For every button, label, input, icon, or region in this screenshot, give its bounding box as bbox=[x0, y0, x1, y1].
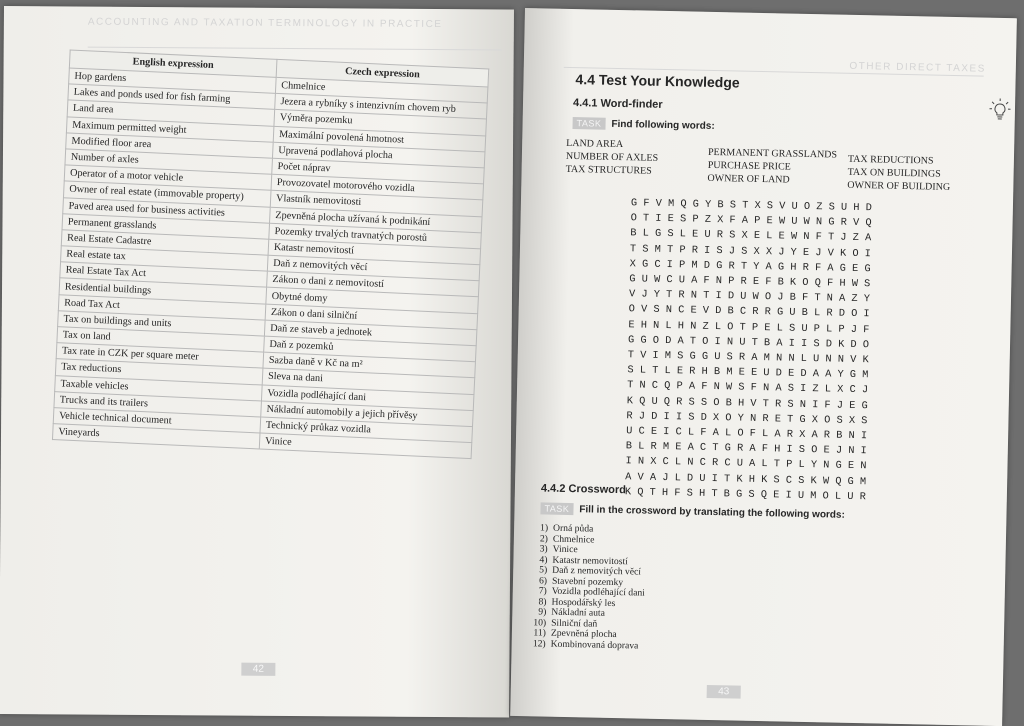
czech-term: Nákladní automobily a jejich přívěsy bbox=[261, 401, 474, 427]
column-header-english: English expression bbox=[69, 50, 277, 77]
grid-row: R J D I I S D X O Y N R E T G X O S X S bbox=[626, 409, 867, 429]
czech-term: Daň z nemovitých věcí bbox=[267, 255, 480, 281]
grid-row: S L T L E R H B M E E U D E D A A Y G M bbox=[627, 363, 868, 383]
grid-row: T N C Q P A F N W S F N A S I Z L X C J bbox=[627, 379, 868, 399]
search-word: OWNER OF LAND bbox=[707, 172, 836, 188]
czech-term: Upravená podlahová plocha bbox=[272, 142, 485, 168]
item-number: 9) bbox=[530, 607, 546, 618]
english-term: Modified floor area bbox=[66, 133, 274, 159]
grid-row: T V I M S G G U S R A M N N L U N N V K bbox=[628, 348, 869, 368]
english-term: Trucks and its trailers bbox=[54, 391, 262, 417]
right-page bbox=[510, 8, 1017, 726]
grid-row: G U W C U A F N P R E F B K O Q F H W S bbox=[629, 272, 870, 292]
page-number-left: 42 bbox=[241, 663, 275, 676]
item-number: 3) bbox=[532, 544, 548, 555]
english-term: Tax on land bbox=[57, 327, 265, 353]
search-word: NUMBER OF AXLES bbox=[566, 150, 659, 165]
english-term: Real Estate Tax Act bbox=[60, 262, 268, 288]
czech-term: Chmelnice bbox=[275, 77, 488, 103]
item-number: 1) bbox=[532, 523, 548, 534]
search-word: PURCHASE PRICE bbox=[708, 159, 837, 175]
czech-term: Daň ze staveb a jednotek bbox=[264, 320, 477, 346]
grid-row: G F V M Q G Y B S T X S V U O Z S U H D bbox=[631, 196, 872, 216]
item-number: 6) bbox=[531, 576, 547, 587]
czech-term: Vlastník nemovitosti bbox=[270, 191, 483, 217]
item-text: Kombinovaná doprava bbox=[551, 639, 639, 651]
section-title: 4.4 Test Your Knowledge bbox=[575, 71, 739, 90]
right-running-head: OTHER DIRECT TAXES bbox=[849, 61, 986, 75]
item-text: Chmelnice bbox=[553, 534, 595, 545]
item-text: Vozidla podléhající dani bbox=[552, 587, 645, 599]
item-text: Katastr nemovitostí bbox=[552, 555, 628, 567]
grid-row: X G C I P M D G R T Y A G H R F A G E G bbox=[629, 257, 870, 277]
english-term: Road Tax Act bbox=[58, 294, 266, 320]
item-number: 10) bbox=[530, 618, 546, 629]
czech-term: Daň z pozemků bbox=[264, 336, 477, 362]
task-badge: TASK bbox=[572, 117, 605, 130]
word-list-col2 bbox=[707, 146, 837, 188]
english-term: Tax on buildings and units bbox=[58, 311, 266, 337]
grid-row: K Q U Q R S S O B H V T R S N I F J E G bbox=[627, 394, 868, 414]
english-term: Operator of a motor vehicle bbox=[64, 165, 272, 191]
english-term: Hop gardens bbox=[69, 68, 277, 94]
czech-term: Pozemky trvalých travnatých porostů bbox=[269, 223, 482, 249]
search-word: TAX STRUCTURES bbox=[565, 163, 658, 178]
czech-term: Jezera a rybníky s intenzivním chovem ryb bbox=[275, 94, 488, 120]
word-list-col1 bbox=[565, 137, 658, 178]
english-term: Taxable vehicles bbox=[55, 375, 263, 401]
czech-term: Katastr nemovitostí bbox=[268, 239, 481, 265]
english-term: Number of axles bbox=[65, 149, 273, 175]
czech-term: Zpevněná plocha užívaná k podnikání bbox=[270, 207, 483, 233]
item-number: 4) bbox=[531, 555, 547, 566]
wordfinder-title: 4.4.1 Word-finder bbox=[573, 97, 663, 111]
search-word: TAX REDUCTIONS bbox=[848, 153, 951, 168]
crossword-title: 4.4.2 Crossword bbox=[541, 482, 626, 496]
czech-term: Technický průkaz vozidla bbox=[260, 417, 473, 443]
header-rule bbox=[88, 47, 502, 51]
czech-term: Provozovatel motorového vozidla bbox=[271, 174, 484, 200]
left-page bbox=[0, 6, 514, 718]
item-number: 5) bbox=[531, 565, 547, 576]
item-text: Orná půda bbox=[553, 524, 593, 535]
word-search-grid bbox=[625, 196, 872, 505]
english-term: Land area bbox=[67, 100, 275, 126]
search-word: PERMANENT GRASSLANDS bbox=[708, 146, 837, 162]
czech-term: Sazba daně v Kč na m² bbox=[263, 352, 476, 378]
czech-term: Počet náprav bbox=[272, 158, 485, 184]
item-text: Zpevněná plocha bbox=[551, 629, 617, 641]
grid-row: U C E I C L F A L O F L A R X A R B N I bbox=[626, 424, 867, 444]
item-number: 12) bbox=[530, 639, 546, 650]
grid-row: G G O D A T O I N U T B A I I S D K D O bbox=[628, 333, 869, 353]
english-term: Owner of real estate (immovable property) bbox=[63, 181, 271, 207]
crossword-word-list bbox=[530, 523, 647, 651]
list-item bbox=[530, 639, 644, 652]
english-term: Paved area used for business activities bbox=[63, 197, 271, 223]
english-term: Tax reductions bbox=[55, 359, 263, 385]
search-word: OWNER OF BUILDING bbox=[847, 179, 950, 194]
search-word: LAND AREA bbox=[566, 137, 659, 152]
grid-row: A V A J L D U I T K H K S C S K W Q G M bbox=[625, 470, 866, 490]
grid-row: K Q T H F S H T B G S Q E I U M O L U R bbox=[625, 485, 866, 505]
english-term: Permanent grasslands bbox=[62, 214, 270, 240]
item-number: 2) bbox=[532, 534, 548, 545]
item-number: 7) bbox=[531, 586, 547, 597]
wordfinder-task bbox=[572, 117, 714, 132]
task-badge: TASK bbox=[540, 502, 573, 515]
item-text: Daň z nemovitých věcí bbox=[552, 566, 641, 578]
grid-row: V J Y T R N T I D U W O J B F T N A Z Y bbox=[629, 287, 870, 307]
czech-term: Vinice bbox=[259, 433, 472, 459]
terminology-table bbox=[52, 49, 489, 459]
search-word: TAX ON BUILDINGS bbox=[847, 166, 950, 181]
czech-term: Zákon o dani z nemovitostí bbox=[267, 271, 480, 297]
page-number-right: 43 bbox=[707, 685, 741, 699]
task-instruction: Fill in the crossword by translating the following words: bbox=[579, 504, 845, 521]
grid-row: B L R M E A C T G R A F H I S O E J N I bbox=[626, 439, 867, 459]
table-body bbox=[52, 68, 487, 459]
english-term: Vineyards bbox=[52, 424, 260, 450]
left-running-head: ACCOUNTING AND TAXATION TERMINOLOGY IN PRACTICE bbox=[88, 17, 443, 30]
english-term: Lakes and ponds used for fish farming bbox=[68, 84, 276, 110]
grid-row: E H N L H N Z L O T P E L S U P L P J F bbox=[628, 318, 869, 338]
grid-row: B L G S L E U R S X E L E W N F T J Z A bbox=[630, 227, 871, 247]
english-term: Tax rate in CZK per square meter bbox=[56, 343, 264, 369]
item-number: 8) bbox=[530, 597, 546, 608]
grid-row: I N X C L N C R C U A L T P L Y N G E N bbox=[625, 455, 866, 475]
czech-term: Obytné domy bbox=[266, 288, 479, 314]
crossword-task bbox=[540, 502, 845, 520]
english-term: Maximum permitted weight bbox=[66, 116, 274, 142]
czech-term: Maximální povolená hmotnost bbox=[273, 126, 486, 152]
czech-term: Sleva na dani bbox=[262, 368, 475, 394]
czech-term: Výměra pozemku bbox=[274, 110, 487, 136]
english-term: Real Estate Cadastre bbox=[61, 230, 269, 256]
item-text: Stavební pozemky bbox=[552, 576, 623, 588]
english-term: Real estate tax bbox=[61, 246, 269, 272]
english-term: Residential buildings bbox=[59, 278, 267, 304]
task-instruction: Find following words: bbox=[611, 118, 715, 131]
lightbulb-icon bbox=[989, 98, 1011, 122]
english-term: Vehicle technical document bbox=[53, 408, 261, 434]
czech-term: Vozidla podléhající dani bbox=[261, 385, 474, 411]
grid-row: T S M T P R I S J S X X J Y E J V K O I bbox=[630, 242, 871, 262]
grid-row: O V S N C E V D B C R R G U B L R D O I bbox=[629, 303, 870, 323]
item-text: Nákladní auta bbox=[551, 608, 605, 620]
item-number: 11) bbox=[530, 628, 546, 639]
item-text: Silniční daň bbox=[551, 618, 597, 629]
czech-term: Zákon o dani silniční bbox=[265, 304, 478, 330]
word-list-col3 bbox=[847, 153, 951, 194]
grid-row: O T I E S P Z X F A P E W U W N G R V Q bbox=[630, 211, 871, 231]
item-text: Hospodářský les bbox=[551, 597, 615, 609]
item-text: Vinice bbox=[553, 545, 578, 556]
column-header-czech: Czech expression bbox=[276, 59, 489, 87]
